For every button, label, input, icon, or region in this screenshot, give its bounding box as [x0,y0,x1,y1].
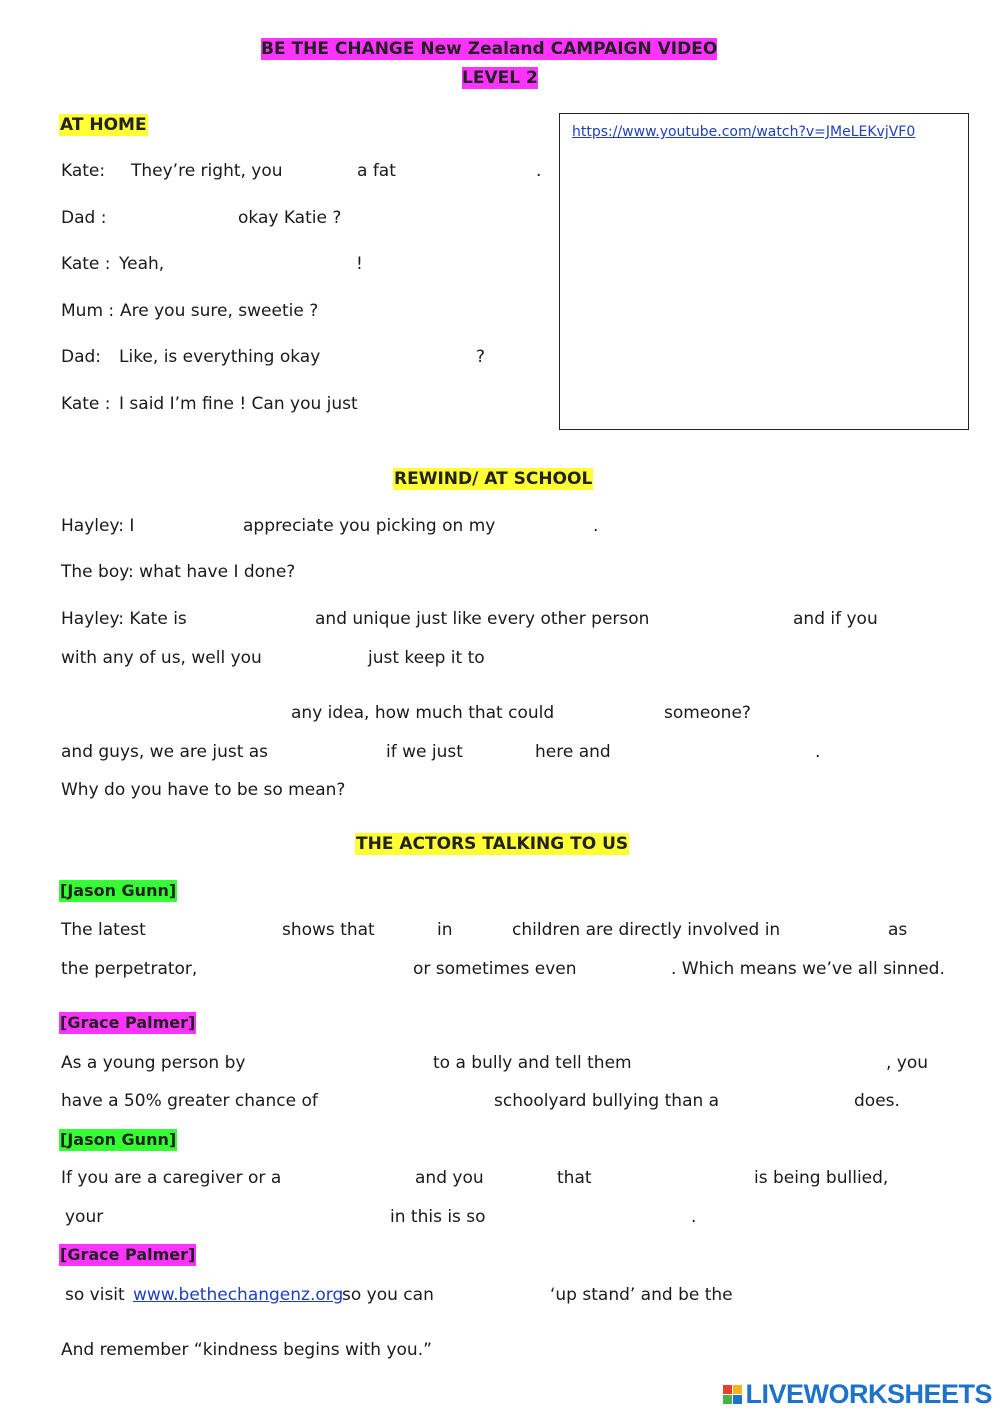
dialogue-line: shows that [282,920,375,940]
page-title-line-2: LEVEL 2 [462,68,538,88]
dialogue-line: Are you sure, sweetie ? [120,301,319,321]
dialogue-line: They’re right, you [131,161,283,181]
dialogue-line: schoolyard bullying than a [494,1091,720,1111]
dialogue-line: a fat [357,161,396,181]
video-link[interactable]: https://www.youtube.com/watch?v=JMeLEKvjVF0 [572,124,916,140]
section-heading-actors: THE ACTORS TALKING TO US [356,834,629,854]
dialogue-line: Kate : [61,254,111,274]
liveworksheets-logo [723,1379,992,1409]
dialogue-line: , you [886,1053,929,1073]
dialogue-line: . [536,161,542,181]
dialogue-line: Hayley: Kate is [61,609,187,629]
dialogue-line: in [437,920,453,940]
dialogue-line: someone? [664,703,751,723]
dialogue-line: Like, is everything okay [119,347,321,367]
dialogue-line: I said I’m fine ! Can you just [119,394,358,414]
dialogue-line: any idea, how much that could [291,703,555,723]
video-embed-box[interactable] [559,113,969,430]
dialogue-line: As a young person by [61,1053,246,1073]
dialogue-line: and you [415,1168,484,1188]
speaker-label-jason: [Jason Gunn] [60,1130,177,1149]
dialogue-line: to a bully and tell them [433,1053,632,1073]
dialogue-line: Kate: [61,161,106,181]
dialogue-line: . [815,742,821,762]
dialogue-line: the perpetrator, [61,959,198,979]
dialogue-line: The latest [61,920,146,940]
dialogue-line: or sometimes even [413,959,577,979]
dialogue-line: Dad: [61,347,102,367]
dialogue-line: your [65,1207,104,1227]
dialogue-line: okay Katie ? [238,208,342,228]
dialogue-line: so you can [342,1285,434,1305]
dialogue-line: . [593,516,599,536]
dialogue-line: just keep it to [368,648,485,668]
dialogue-line: if we just [386,742,463,762]
speaker-label-grace: [Grace Palmer] [60,1245,196,1264]
dialogue-line: have a 50% greater chance of [61,1091,318,1111]
dialogue-line: as [888,920,908,940]
dialogue-line: children are directly involved in [512,920,781,940]
dialogue-line: . Which means we’ve all sinned. [671,959,945,979]
dialogue-line: . [691,1207,697,1227]
dialogue-line: and if you [793,609,878,629]
dialogue-line: in this is so [390,1207,486,1227]
dialogue-line: Dad : [61,208,107,228]
page-title-line-1: BE THE CHANGE New Zealand CAMPAIGN VIDEO [261,39,718,59]
liveworksheets-grid-icon [723,1385,742,1404]
liveworksheets-brand: LIVEWORKSHEETS [745,1378,992,1409]
dialogue-line: Kate : [61,394,111,414]
dialogue-line: is being bullied, [754,1168,889,1188]
dialogue-line: If you are a caregiver or a [61,1168,282,1188]
dialogue-line: and guys, we are just as [61,742,269,762]
dialogue-line: with any of us, well you [61,648,262,668]
bethechange-link[interactable]: www.bethechangenz.org [133,1285,344,1305]
dialogue-line: Hayley: I [61,516,135,536]
section-heading-at-school: REWIND/ AT SCHOOL [394,469,593,489]
dialogue-line: The boy: what have I done? [61,562,296,582]
dialogue-line: Why do you have to be so mean? [61,780,346,800]
dialogue-line: does. [854,1091,900,1111]
dialogue-line: ! [356,254,363,274]
speaker-label-jason: [Jason Gunn] [60,881,177,900]
dialogue-line: so visit [65,1285,125,1305]
dialogue-line: ? [476,347,486,367]
closing-line: And remember “kindness begins with you.” [61,1340,432,1360]
dialogue-line: Yeah, [119,254,165,274]
section-heading-at-home: AT HOME [60,115,147,135]
dialogue-line: Mum : [61,301,115,321]
dialogue-line: appreciate you picking on my [243,516,496,536]
dialogue-line: here and [535,742,611,762]
speaker-label-grace: [Grace Palmer] [60,1013,196,1032]
dialogue-line: ‘up stand’ and be the [550,1285,733,1305]
dialogue-line: and unique just like every other person [315,609,650,629]
dialogue-line: that [557,1168,592,1188]
